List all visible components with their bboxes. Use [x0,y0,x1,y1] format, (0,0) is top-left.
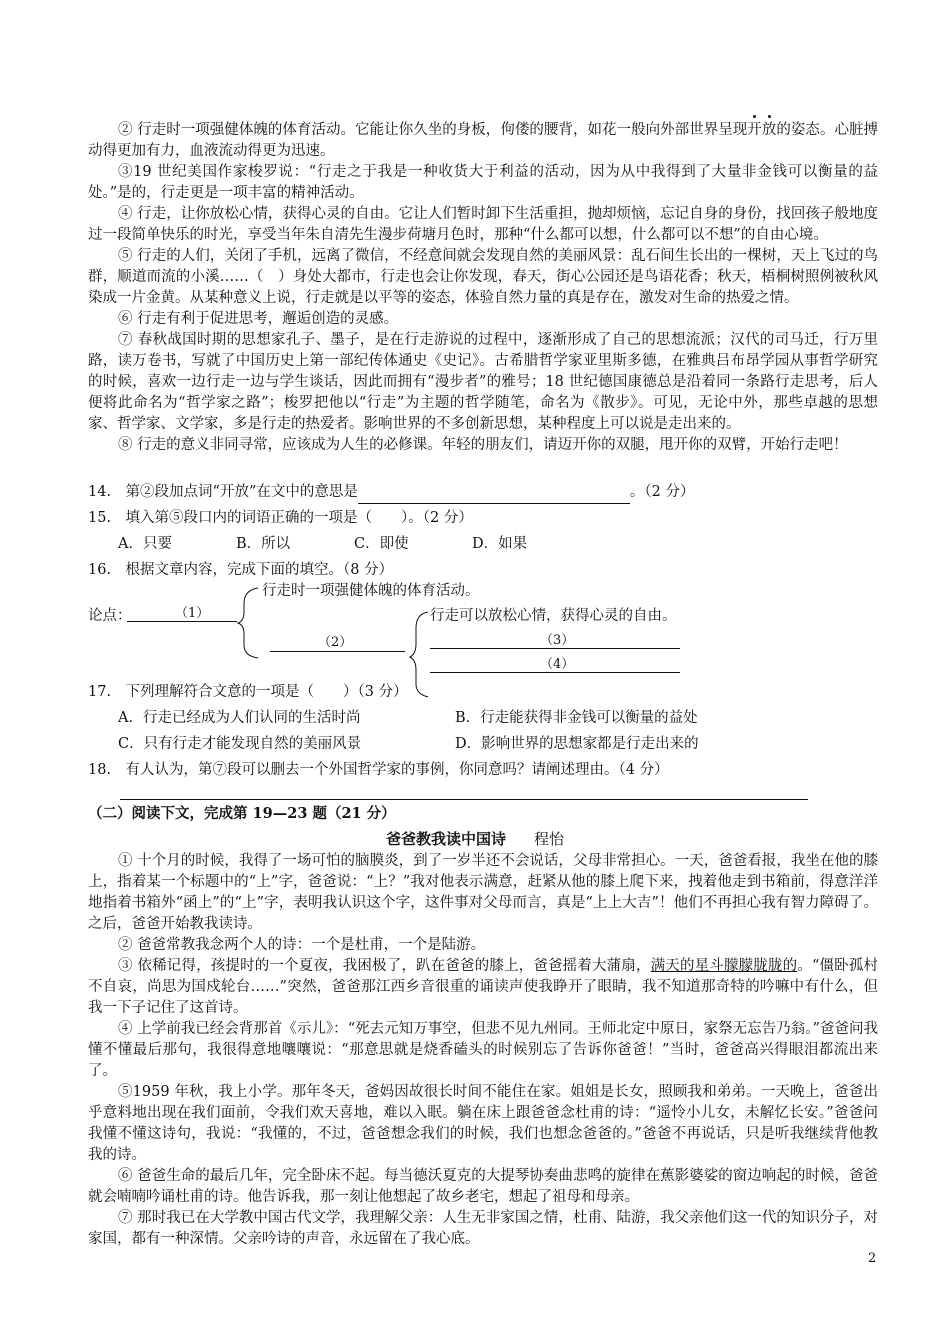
paragraph-2: ② 爸爸常教我念两个人的诗：一个是杜甫，一个是陆游。 [118,937,486,953]
option-b[interactable]: B．所以 [236,536,291,552]
paragraph-4: ④ 行走，让你放松心情，获得心灵的自由。它让人们暂时卸下生活重担，抛却烦恼，忘记自身的身份，找回孩子般地度过一段简单快乐的时光，享受当年朱自清先生漫步荷塘月色时，那种“什么都可以想，什么都可以不想”的自由心境。 [88,206,878,243]
argument-right-text: 行走可以放松心情，获得心灵的自由。 [430,608,677,624]
article-author: 程怡 [534,830,565,848]
dotted-word-char: 开 [747,122,762,138]
blank-4-label: （4） [540,657,575,672]
question-17: 17. 下列理解符合文意的一项是（ ）（3 分） [88,684,408,700]
option-a[interactable]: A．只要 [118,536,172,552]
blank-1-label: （1） [175,606,210,621]
blank-2-label: （2） [318,635,353,650]
paragraph-7: ⑦ 那时我已在大学教中国古代文学，我理解父亲：人生无非家国之情，杜甫、陆游，我父亲他们这一代的知识分子，对家国，都有一种深情。父亲吟诗的声音，永远留在了我心底。 [88,1210,878,1247]
article-title-text: 爸爸教我读中国诗 [385,830,506,848]
paragraph-4: ④ 上学前我已经会背那首《示儿》：“死去元知万事空，但悲不见九州同。王师北定中原日，家祭无忘告乃翁。”爸爸问我懂不懂最后那句，我很得意地嚷嚷说：“那意思就是烧香磕头的时候别忘了告诉你爸爸！”当时，爸爸高兴得眼泪都流出来了。 [88,1021,878,1079]
article-title [0,828,950,849]
option-d[interactable]: D．影响世界的思想家都是行走出来的 [455,736,699,752]
blank-3-label: （3） [540,633,575,648]
option-a[interactable]: A．行走已经成为人们认同的生活时尚 [118,710,361,726]
answer-line-18[interactable] [120,799,808,800]
paragraph-1: ① 十个月的时候，我得了一场可怕的脑膜炎，到了一岁半还不会说话，父母非常担心。一天，爸爸看报，我坐在他的膝上，指着某一个标题中的“上”字，爸爸说：“上？”我对他表示满意，赶紧从他的膝上爬下来，拽着他走到书箱前，得意洋洋地指着书箱外“函上”的“上”字，表明我认识这个字，这件事对父母而言，真是“上上大吉”！他们不再担心我有智力障碍了。之后，爸爸开始教我读诗。 [88,853,878,932]
option-c[interactable]: C．只有行走才能发现自然的美丽风景 [118,736,362,752]
paragraph-3 [88,956,878,1019]
question-15: 15. 填入第⑤段口内的词语正确的一项是（ ）。（2 分） [88,510,473,526]
question-14-text: 14. 第②段加点词“开放”在文中的意思是 [88,484,358,500]
blank-3-line[interactable] [430,648,680,649]
blank-4-line[interactable] [430,672,680,673]
paragraph-8: ⑧ 行走的意义非同寻常，应该成为人生的必修课。年轻的朋友们，请迈开你的双腿，甩开你的双臂，开始行走吧！ [118,437,848,453]
paragraph-2-text-a: ② 行走时一项强健体魄的体育活动。它能让你久坐的身板，佝偻的腰背，如花一般向外部世界呈现 [118,122,748,138]
section-heading: （二）阅读下文，完成第 19—23 题（21 分） [88,805,396,822]
paragraph-5: ⑤ 行走的人们，关闭了手机，远离了微信，不经意间就会发现自然的美丽风景：乱石间生长出的一棵树，天上飞过的鸟群，顺道而流的小溪……（ ）身处大都市，行走也会让你发现，春天，街心公园还是鸟语花香；秋天，梧桐树照例被秋风染成一片金黄。从某种意义上说，行走就是以平等的姿态，体验自然力量的真是存在，激发对生命的热爱之情。 [88,248,878,306]
question-16: 16. 根据文章内容，完成下面的填空。（8 分） [88,562,394,578]
page-number: 2 [868,1251,877,1266]
question-18: 18. 有人认为，第⑦段可以删去一个外国哲学家的事例，你同意吗？请阐述理由。（4 分） [88,762,669,778]
paragraph-5: ⑤1959 年秋，我上小学。那年冬天，爸妈因故很长时间不能住在家。姐姐是长女，照顾我和弟弟。一天晚上，爸爸出乎意料地出现在我们面前，令我们欢天喜地，难以入眠。躺在床上跟爸爸念杜甫的诗：“遥怜小儿女，未解忆长安。”爸爸问我懂不懂这诗句，我说：“我懂的，不过，爸爸想念我们的时候，我们也想念爸爸的。”爸爸不再说话，只是听我继续背他教我的诗。 [88,1084,878,1163]
option-d[interactable]: D．如果 [472,536,528,552]
right-brace-icon [410,612,428,697]
paragraph-6: ⑥ 爸爸生命的最后几年，完全卧床不起。每当德沃夏克的大提琴协奏曲悲鸣的旋律在蕉影婆娑的窗边响起的时候，爸爸就会喃喃吟诵杜甫的诗。他告诉我，那一刻让他想起了故乡老宅，想起了祖母和母亲。 [88,1168,878,1205]
paragraph-3-text-b: 。“僵卧孤村不自哀，尚思为国戍轮台……”突然，爸爸那江西乡音很重的诵读声使我睁开了眼睛，我不知道那奇特的吟嘛中有什么，但我一下子记住了这首诗。 [88,958,879,1016]
paragraph-7: ⑦ 春秋战国时期的思想家孔子、墨子，是在行走游说的过程中，逐渐形成了自己的思想流派；汉代的司马迁，行万里路，读万卷书，写就了中国历史上第一部纪传体通史《史记》。古希腊哲学家亚里斯多德，在雅典吕布昂学园从事哲学研究的时候，喜欢一边行走一边与学生谈话，因此而拥有“漫步者”的雅号；18 世纪德国康德总是沿着同一条路行走思考，后人便将此命名为“哲学家之路”；梭罗把他以“行走”为主题的哲学随笔，命名为《散步》。可见，无论中外，那些卓越的思想家、哲学家、文学家，多是行走的热爱者。影响世界的不多创新思想，某种程度上可以说是走出来的。 [88,332,878,432]
thesis-label: 论点： [88,608,132,624]
left-brace-icon [238,588,258,658]
argument-top-text: 行走时一项强健体魄的体育活动。 [262,583,480,599]
paragraph-2-text-b: 的姿态。心脏搏动得更加有力，血液流动得更为迅速。 [88,122,879,159]
dotted-word-char: 放 [761,122,777,138]
paragraph-3-text-a: ③ 依稀记得，孩提时的一个夏夜，我困极了，趴在爸爸的膝上，爸爸摇着大蒲扇， [118,958,651,974]
option-c[interactable]: C．即使 [354,536,409,552]
question-14-score: 。（2 分） [629,484,695,500]
passage-two [88,851,878,1250]
paragraph-6: ⑥ 行走有利于促进思考，邂逅创造的灵感。 [118,311,399,327]
paragraph-3: ③19 世纪美国作家梭罗说：“行走之于我是一种收货大于利益的活动，因为从中我得到了大量非金钱可以衡量的益处。”是的，行走更是一项丰富的精神活动。 [88,164,878,201]
underlined-phrase: 满天的星斗朦朦胧胧的 [650,958,798,974]
option-b[interactable]: B．行走能获得非金钱可以衡量的益处 [455,710,698,726]
blank-2-line[interactable] [270,651,405,652]
